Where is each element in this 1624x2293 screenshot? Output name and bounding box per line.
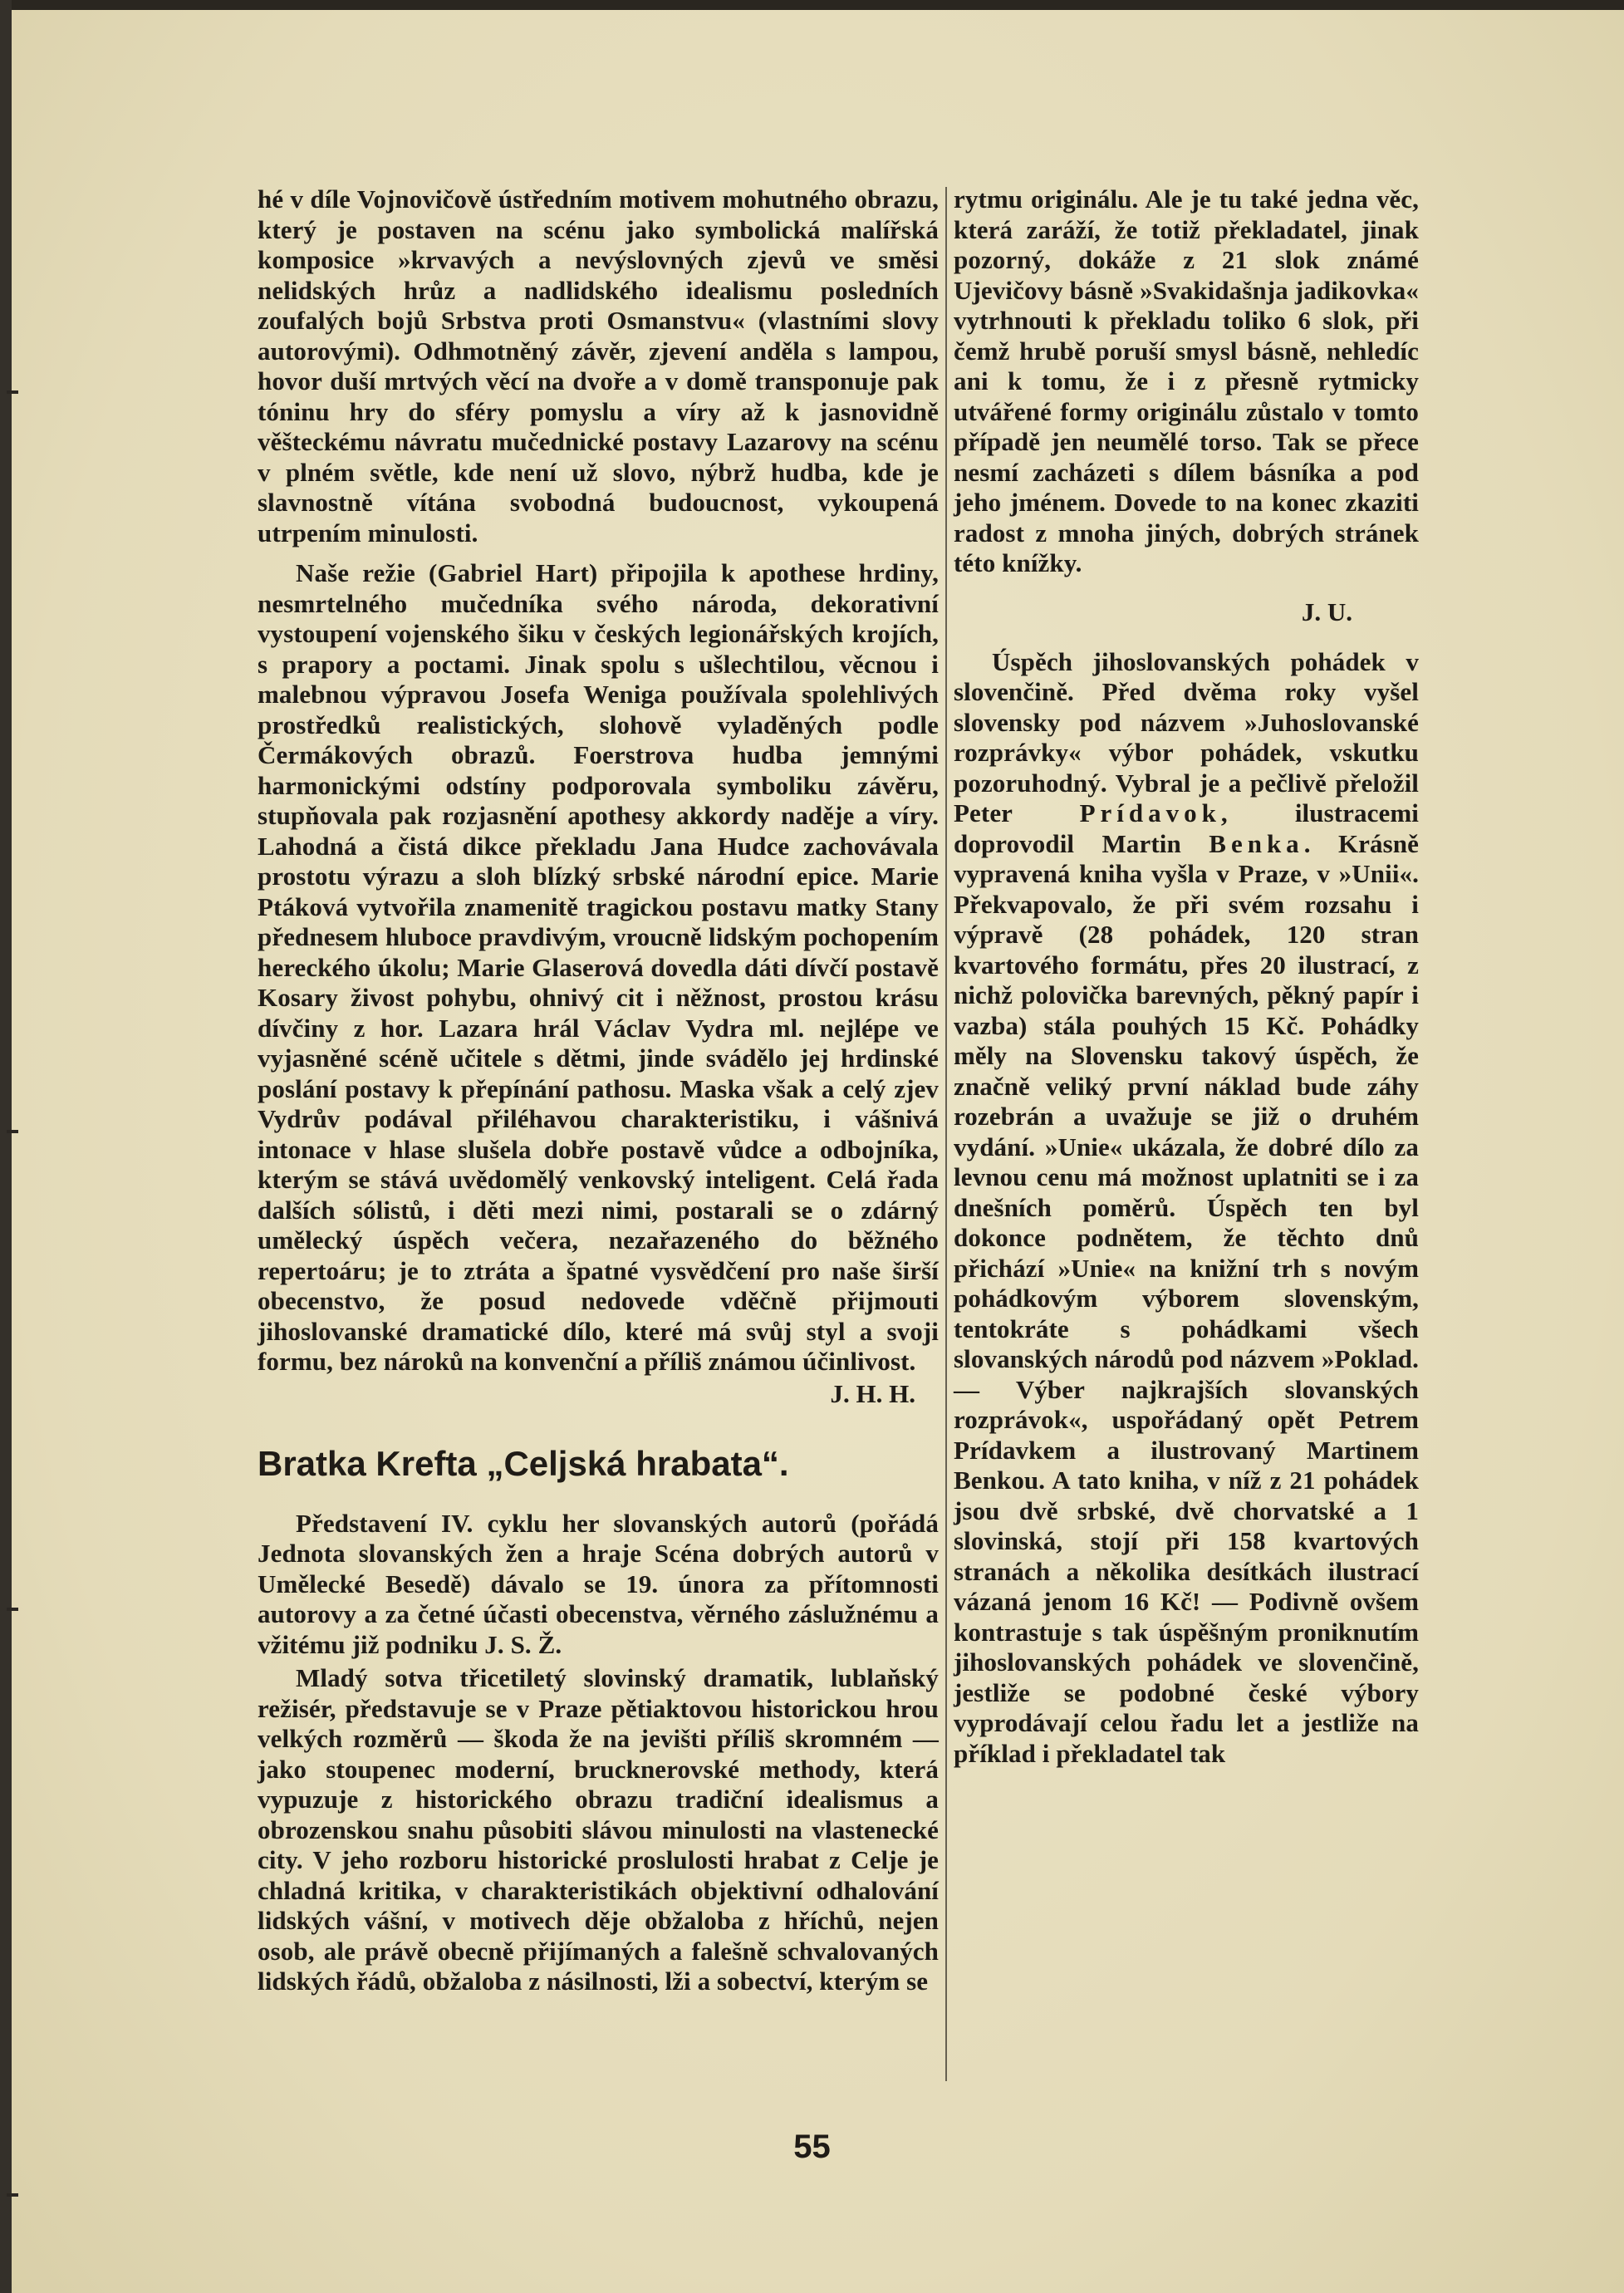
- news-paragraph: [954, 647, 1419, 1770]
- article2-paragraph-1: Představení IV. cyklu her slovanských autorů (pořádá Jednota slovanských žen a hraje Scéna dobrých autorů v Umělecké Besedě) dávalo se 19. února za přítomnosti autorovy a za četné účasti obecenstva, věrného záslužnému a vžitému již podniku J. S. Ž.: [258, 1508, 939, 1659]
- binding-mark: [7, 2193, 18, 2197]
- left-column: [258, 184, 939, 1997]
- news-lead: Úspěch jihoslovanských pohádek v slovenčině.: [954, 646, 1419, 706]
- review-signature: J. U.: [1301, 597, 1352, 626]
- binding-mark: [7, 1130, 18, 1133]
- article1-paragraph-2: Naše režie (Gabriel Hart) připojila k apothese hrdiny, nesmrtelného mučedníka svého národa, dekorativní vystoupení vojenského šiku v českých legionářských krojích, s prapory a poctami. Jinak spolu s ušlechtilou, věcnou i malebnou výpravou Josefa Weniga používala spolehlivých prostředků realistických, slohově vyladěných podle Čermákových obrazů. Foerstrova hudba jemnými harmonickými odstíny podporovala symboliku závěru, stupňovala pak rozjasnění apothesy akkordy naděje a víry. Lahodná a čistá dikce překladu Jana Hudce zachovávala prostotu výrazu a sloh blízký srbské národní epice. Marie Ptáková vytvořila znamenitě tragickou postavu matky Stany přednesem hluboce pravdivým, vroucně lidským pochopením hereckého úkolu; Marie Glaserová dovedla dáti dívčí postavě Kosary živost pohybu, ohnivý cit i něžnost, prostou krásu dívčiny z hor. Lazara hrál Václav Vydra ml. nejlépe ve vyjasněné scéně učitele s dětmi, jinde svádělo jej hrdinské poslání postavy k přepínání pathosu. Maska však a celý zjev Vydrův podával přiléhavou charakteristiku, i vášnivá intonace v hlase slušela dobře postavě vůdce a odbojníka, kterým se stává uvědomělý venkovský inteligent. Celá řada dalších sólistů, i děti mezi nimi, postarali se o zdárný umělecký úspěch večera, nezařazeného do běžného repertoáru; je to ztráta a špatné vysvědčení pro naše širší obecenstvo, že posud nedovede vděčně přijmouti jihoslovanské dramatické dílo, které má svůj styl a svoji formu, bez nároků na konvenční a příliš známou účinlivost.: [258, 558, 939, 1376]
- illustrator-name: Benka: [1209, 828, 1304, 858]
- page-number: 55: [793, 2129, 831, 2165]
- article2-paragraph-2: Mladý sotva třicetiletý slovinský dramatik, lublaňský režisér, představuje se v Praze pětiaktovou historickou hrou velkých rozměrů — škoda že na jevišti příliš skromném — jako stoupenec moderní, brucknerovské methody, která vypuzuje z historického obrazu tradiční idealismus a obrozenskou snahu působiti slávou minulosti na vlastenecké city. V jeho rozboru historické proslulosti hrabat z Celje je chladná kritika, v charakteristikách objektivní odhalování lidských vášní, v motivech děje obžaloba z hříchů, nejen osob, ale právě obecně přijímaných a falešně schvalovaných lidských řádů, obžaloba z násilnosti, lži a sobectví, kterým se: [258, 1663, 939, 1996]
- translator-name: Prídavok: [1079, 798, 1221, 827]
- article2-heading: Bratka Krefta „Celjská hrabata“.: [258, 1443, 789, 1483]
- news-text-a: Před dvěma roky vyšel slovensky pod názvem »Juhoslovanské rozprávky« výbor pohádek, vskutku pozoruhodný. Vybral je a pečlivě přeložil Peter: [954, 677, 1419, 827]
- column-divider: [945, 187, 947, 2081]
- binding-mark: [7, 390, 18, 394]
- news-text-b: , ilustracemi doprovodil Martin: [954, 798, 1419, 858]
- review-paragraph: rytmu originálu. Ale je tu také jedna věc, která zaráží, že totiž překladatel, jinak pozorný, dokáže z 21 slok známé Ujevičovy básně »Svakidašnja jadikovka« vytrhnouti k překladu toliko 6 slok, při čemž hrubě poruší smysl básně, nehledíc ani k tomu, že i z přesně rytmicky utvářené formy originálu zůstalo v tomto případě jen neumělé torso. Tak se přece nesmí zacházeti s dílem básníka a pod jeho jménem. Dovede to na konec zkaziti radost z mnoha jiných, dobrých stránek této knížky.: [954, 184, 1419, 577]
- binding-edge: [0, 0, 12, 2293]
- top-edge: [0, 0, 1624, 10]
- right-column: [954, 184, 1419, 1769]
- binding-mark: [7, 1608, 18, 1611]
- article1-signature: J. H. H.: [830, 1378, 915, 1408]
- article1-paragraph-1: hé v díle Vojnovičově ústředním motivem mohutného obrazu, který je postaven na scénu jako symbolická malířská komposice »krvavých a nevýslovných zjevů ve směsi nelidských hrůz a nadlidského idealismu posledních zoufalých bojů Srbstva proti Osmanstvu« (vlastními slovy autorovými). Odhmotněný závěr, zjevení anděla s lampou, hovor duší mrtvých věcí na dvoře a v domě transponuje pak tóninu hry do sféry pomyslu a víry až k jasnovidně věšteckému návratu mučednické postavy Lazarovy na scénu v plném světle, kde není už slovo, nýbrž hudba, kde je slavnostně vítána svobodná budoucnost, vykoupená utrpením minulosti.: [258, 184, 939, 547]
- news-text-c: . Krásně vypravená kniha vyšla v Praze, v »Unii«. Překvapovalo, že při svém rozsahu i výpravě (28 pohádek, 120 stran kvartového formátu, přes 20 ilustrací, z nichž polovička barevných, pěkný papír i vazba) stála pouhých 15 Kč. Pohádky měly na Slovensku takový úspěch, že značně veliký první náklad bude záhy rozebrán a uvažuje se již o druhém vydání. »Unie« ukázala, že dobré dílo za levnou cenu má možnost uplatniti se i za dnešních poměrů. Úspěch ten byl dokonce podnětem, že těchto dnů přichází »Unie« na knižní trh s novým pohádkovým výborem slovenským, tentokráte s pohádkami všech slovanských národů pod názvem »Poklad. — Výber najkrajších slovanských rozprávok«, uspořádaný opět Petrem Prídavkem a ilustrovaný Martinem Benkou. A tato kniha, v níž z 21 pohádek jsou dvě srbské, dvě chorvatské a 1 slovinská, stojí při 158 kvartových stranách a několika desítkách ilustrací vázaná jenom 16 Kč! — Podivně ovšem kontrastuje s tak úspěšným proniknutím jihoslovanských pohádek ve slovenčině, jestliže se podobné české výbory vyprodávají celou řadu let a jestliže na příklad i překladatel tak: [954, 828, 1419, 1768]
